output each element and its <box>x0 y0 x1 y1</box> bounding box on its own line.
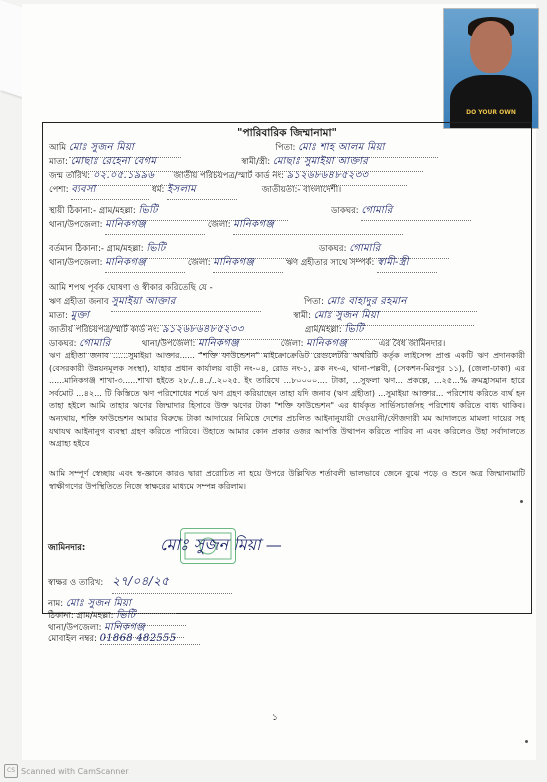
footer-village-label: ঠিকানা: গ্রাম/মহল্লা: <box>48 611 114 621</box>
father-value: মোঃ শাহ আলম মিয়া <box>298 142 385 153</box>
applicant-photo <box>443 8 539 129</box>
name-label: আমি <box>49 143 67 153</box>
religion-value: ইসলাম <box>167 184 196 195</box>
perm-village-label: স্থায়ী ঠিকানা:- গ্রাম/মহল্লা: <box>49 206 136 216</box>
husband-value: মোছাঃ সুমাইয়া আক্তার <box>272 156 369 167</box>
perm-village-value: ভিটি <box>138 205 158 216</box>
borrower-district-label: জেলা: <box>280 339 304 349</box>
occupation-label: পেশা: <box>49 185 69 195</box>
guarantee-form <box>42 122 532 614</box>
pres-post-label: ডাকঘর: <box>319 244 347 254</box>
sign-date-row <box>48 573 232 594</box>
borrower-husband-label: স্বামী: <box>293 311 311 321</box>
oath-line: আমি শপথ পূর্বক ঘোষণা ও স্বীকার করিতেছি যে - <box>49 283 213 293</box>
borrower-thana-label: থানা/উপজেলা: <box>141 339 196 349</box>
borrower-post-label: ডাকঘর: <box>49 339 77 349</box>
photo-shirt <box>450 75 532 129</box>
religion-label: ধর্ম: <box>151 185 165 195</box>
perm-post-value: গোমারি <box>361 205 393 216</box>
borrower-mother-value: মুক্তা <box>70 310 90 321</box>
footer-mobile-label: মোবাইল নম্বর: <box>48 634 97 644</box>
borrower-name-label: ঋণ গ্রহীতা জনাব <box>49 297 109 307</box>
father-label: পিতা: <box>275 143 296 153</box>
borrower-name-value: সুমাইয়া আক্তার <box>111 296 176 307</box>
guarantor-label: জামিনদার: <box>48 543 86 553</box>
nationality-value: বাংলাদেশী। <box>303 185 342 195</box>
borrower-nid-label: জাতীয় পরিচয়পত্র/স্মার্ট কার্ড নং: <box>49 325 160 335</box>
ink-dot <box>520 500 523 503</box>
consent-paragraph: আমি সম্পূর্ণ স্বেচ্ছায় এবং স্ব-জ্ঞানে কারও দ্বারা প্ররোচিত না হয়ে উপরে উল্লিখিত শর্তাবলী ভালভাবে জেনে বুঝে পড়ে ও শুনে অত্র জিম্মানামাটি স্বাক্ষীগণের উপস্থিতিতে নিজে স্বাক্ষরের মাধ্যমে সম্পন্ন করিলাম। <box>49 469 525 491</box>
borrower-post-value: গোমারি <box>79 338 111 349</box>
borrower-village-label: গ্রাম/মহল্লা: <box>304 325 342 335</box>
photo-face <box>470 21 512 73</box>
nationality-label: জাতীয়তা:- <box>261 185 301 195</box>
footer-thana-value: মানিকগঞ্জ <box>104 622 146 633</box>
occupation-value: ব্যবসা <box>71 184 96 195</box>
camscanner-logo-icon: CS <box>4 764 18 778</box>
dob-label: জন্ম তারিখ: <box>49 171 91 181</box>
perm-thana-label: থানা/উপজেলা: <box>49 220 103 230</box>
row-permanent-thana <box>49 217 403 235</box>
scanner-text: Scanned with CamScanner <box>21 766 129 776</box>
borrower-thana-value: মানিকগঞ্জ <box>198 338 239 349</box>
pres-district-value: মানিকগঞ্জ <box>213 257 255 268</box>
borrower-husband-value: মোঃ সুজন মিয়া <box>313 310 379 321</box>
borrower-village-value: ভিটি <box>344 324 364 335</box>
borrower-mother-label: মাতা: <box>49 311 68 321</box>
footer-village-value: ভিটি <box>116 610 136 621</box>
footer-name-value: মোঃ সুজন মিয়া <box>65 598 132 609</box>
perm-post-label: ডাকঘর: <box>331 206 359 216</box>
ink-dot <box>525 740 528 743</box>
borrower-guarantor-suffix: এর বৈধ জামিনদার। <box>378 339 446 349</box>
perm-district-label: জেলা: <box>207 220 231 230</box>
page-number: ১ <box>272 713 278 723</box>
footer-name-label: নাম: <box>48 599 64 609</box>
footer-mobile-value: 01868 482555 <box>99 633 177 644</box>
borrower-nid-value: ৯১২৬৮৬৪৮৫২৩৩ <box>162 324 244 335</box>
nid-label: জাতীয় পরিচয়পত্র/স্মার্ট কার্ড নং: <box>173 171 284 181</box>
nid-value: ৯১২৬৮৬৪৮৫২৩৩ <box>286 170 369 181</box>
loan-terms-paragraph: ঋণ গ্রহীতা জনাব ......সুমাইয়া আক্তার...... "শক্তি ফাউন্ডেশন" মাইক্রোক্রেডিট রেগুলেটরি অথরিটি কর্তৃক লাইসেন্স প্রাপ্ত একটি ঋণ প্রদানকারী (বেসরকারী উন্নয়নমূলক সংস্থা), যাহার প্রধান কার্যালয় বাড়ী নং-০৪, রোড নং-১, ব্লক নং-এ, থানা-পল্লবী, (সেকশন-মিরপুর ১১), (জেলা-ঢাকা) এর ......মানিকগঞ্জ শাখা-৩......শাখা হইতে ২৮./..৪../..২০২৫. ইং তারিখে ...৮০০০০.... টাকা, ...সুফলা ঋণ... প্রকল্পে, ...২৫...% ক্রমহ্রাসমান হারে সর্বমোট ...৪২... টি কিস্তিতে ঋণ পরিশোধের শর্তে ঋণ গ্রহণ করিয়াছেন তাহা যদি জনাব (ঋণ গ্রহীতা) ...সুমাইয়া আক্তার... পরিশোধ করিতে ব্যর্থ হন তাহা হইলে আমি তাহার ঋণের জিম্মাদার হিসাবে উক্ত ঋণের টাকা "শক্তি ফাউন্ডেশন" এর ধার্যকৃত সার্ভিসচার্জসহ পরিশোধ করিতে বাধ্য থাকিব। অন্যথায়, শক্তি ফাউন্ডেশন আমার বিরুদ্ধে টাকা আদায়ের নিমিত্তে দেশের প্রচলিত আইনানুযায়ী দেওয়ানী/ফৌজদারী মম আদালতে মামলা দায়ের সহ যথাযথ আইনানুগ ব্যবস্থা গ্রহণ করিতে পারিবে। উহাতে আমার কোন প্রকার ওজর আপত্তি উত্থাপন করিতে পারিব না এবং করিলেও উহা সর্বাদালতে অগ্রাহ্য হইবে <box>49 351 525 449</box>
row-occupation <box>49 182 341 200</box>
pres-district-label: জেলা: <box>187 258 211 268</box>
mother-label: মাতা: <box>49 157 68 167</box>
pres-post-value: গোমারি <box>349 243 381 254</box>
pres-thana-value: মানিকগঞ্জ <box>105 257 147 268</box>
row-present-thana <box>49 255 437 273</box>
perm-thana-value: মানিকগঞ্জ <box>105 219 147 230</box>
document-title: "পারিবারিক জিম্মানামা" <box>237 127 337 139</box>
pres-thana-label: থানা/উপজেলা: <box>49 258 103 268</box>
perm-district-value: মানিকগঞ্জ <box>233 219 275 230</box>
husband-label: স্বামী/স্ত্রী: <box>241 157 271 167</box>
pres-village-label: বর্তমান ঠিকানা:- গ্রাম/মহল্লা: <box>49 244 144 254</box>
relation-label: ঋণ গ্রহীতার সাথে সম্পর্ক: <box>285 258 375 268</box>
sign-date-value: ২৭/০৪/২৫ <box>111 574 170 588</box>
mother-value: মোছাঃ রেহেনা বেগম <box>70 156 157 167</box>
footer-thana-label: থানা/উপজেলা: <box>48 623 102 633</box>
footer-mobile-row <box>48 632 200 646</box>
borrower-father-value: মোঃ বাহাদুর রহমান <box>326 296 407 307</box>
relation-value: স্বামী-স্ত্রী <box>377 257 409 268</box>
borrower-district-value: মানিকগঞ্জ <box>306 338 348 349</box>
photo-shirt-text: DO YOUR OWN <box>466 109 516 116</box>
borrower-father-label: পিতা: <box>303 297 324 307</box>
guarantor-signature: মোঃ সুজন মিয়া — <box>160 535 282 554</box>
sign-date-label: স্বাক্ষর ও তারিখ: <box>48 578 104 588</box>
dob-value: ০২.০৫.১৯৯৬ <box>92 170 155 181</box>
name-value: মোঃ সুজন মিয়া <box>68 142 135 153</box>
scanner-watermark <box>4 764 129 778</box>
pres-village-value: ভিটি <box>146 243 166 254</box>
